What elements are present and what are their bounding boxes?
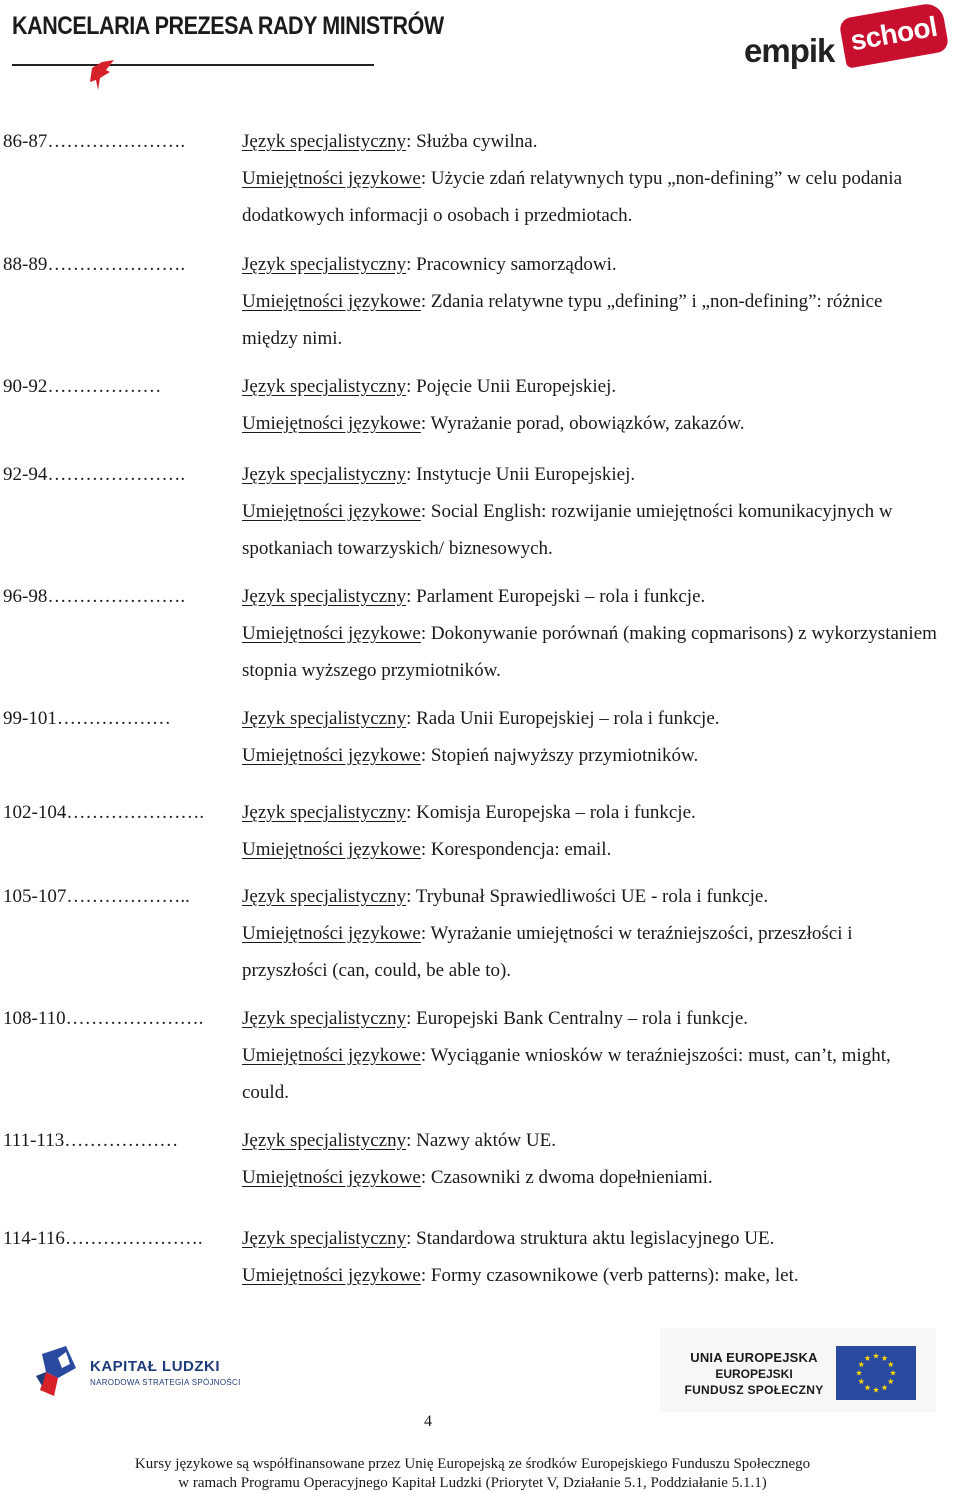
specialist-language-line — [242, 368, 942, 405]
section-label: Umiejętności językowe — [242, 501, 421, 522]
section-label: Język specjalistyczny — [242, 886, 407, 907]
specialist-language-line — [242, 794, 942, 831]
section-text: : Nazwy aktów UE. — [406, 1130, 556, 1151]
page-range: 108-110…………………. — [3, 1008, 204, 1029]
section-label: Umiejętności językowe — [242, 413, 421, 434]
language-skills-line — [242, 160, 942, 234]
language-skills-line — [242, 831, 942, 868]
specialist-language-line — [242, 123, 942, 160]
empik-school-logo — [744, 4, 954, 74]
page-range: 105-107……………….. — [3, 886, 190, 907]
entry-description — [242, 1000, 942, 1111]
language-skills-line — [242, 1159, 942, 1196]
kapital-ludzki-subtitle: NARODOWA STRATEGIA SPÓJNOŚCI — [90, 1378, 241, 1387]
page-range: 114-116…………………. — [3, 1228, 203, 1249]
section-text: : Europejski Bank Centralny – rola i funkcje. — [406, 1008, 749, 1029]
funding-line-1: Kursy językowe są współfinansowane przez Unię Europejską ze środków Europejskiego Funduszu Społecznego — [134, 1456, 811, 1472]
section-text: : Dokonywanie porównań (making copmarisons) z wykorzystaniem stopnia wyższego przymiotników. — [242, 623, 937, 681]
section-text: : Social English: rozwijanie umiejętności komunikacyjnych w spotkaniach towarzyskich/ biznesowych. — [242, 501, 893, 559]
section-label: Umiejętności językowe — [242, 839, 421, 860]
section-text: : Instytucje Unii Europejskiej. — [406, 464, 636, 485]
funding-line-2: w ramach Programu Operacyjnego Kapitał Ludzki (Priorytet V, Działanie 5.1, Poddziałanie 5.1.1) — [178, 1475, 767, 1491]
entry-description — [242, 123, 942, 234]
section-text: : Korespondencja: email. — [420, 839, 612, 860]
section-label: Język specjalistyczny — [242, 802, 407, 823]
language-skills-line — [242, 915, 942, 989]
section-label: Umiejętności językowe — [242, 745, 421, 766]
specialist-language-line — [242, 246, 942, 283]
section-label: Umiejętności językowe — [242, 168, 421, 189]
section-text: : Czasowniki z dwoma dopełnieniami. — [420, 1167, 713, 1188]
specialist-language-line — [242, 700, 942, 737]
section-label: Język specjalistyczny — [242, 708, 407, 729]
section-label: Język specjalistyczny — [242, 586, 407, 607]
eu-logo-line-2: EUROPEJSKI — [715, 1367, 793, 1381]
eu-logo — [660, 1328, 936, 1412]
entry-description — [242, 246, 942, 357]
kapital-ludzki-emblem-icon — [36, 1346, 80, 1402]
section-text: : Pracownicy samorządowi. — [406, 254, 617, 275]
entry-description — [242, 1220, 942, 1294]
section-text: : Standardowa struktura aktu legislacyjnego UE. — [406, 1228, 775, 1249]
page-range: 90-92……………… — [3, 376, 162, 397]
page-range: 99-101……………… — [3, 708, 171, 729]
section-text: : Wyrażanie umiejętności w teraźniejszości, przeszłości i przyszłości (can, could, be able to). — [242, 923, 853, 981]
kprm-logo — [8, 6, 444, 90]
empik-logo-badge: school — [838, 1, 949, 68]
eu-logo-line-1: UNIA EUROPEJSKA — [690, 1350, 818, 1365]
kprm-logo-text: KANCELARIA PREZESA RADY MINISTRÓW — [12, 12, 444, 40]
entry-description — [242, 368, 942, 442]
entry-description — [242, 700, 942, 774]
language-skills-line — [242, 1037, 942, 1111]
section-text: : Formy czasownikowe (verb patterns): make, let. — [420, 1265, 799, 1286]
specialist-language-line — [242, 456, 942, 493]
section-label: Język specjalistyczny — [242, 1130, 407, 1151]
language-skills-line — [242, 1257, 942, 1294]
section-label: Umiejętności językowe — [242, 1167, 421, 1188]
language-skills-line — [242, 493, 942, 567]
entry-description — [242, 1122, 942, 1196]
section-text: : Wyciąganie wniosków w teraźniejszości: must, can’t, might, could. — [242, 1045, 891, 1103]
page-range: 92-94…………………. — [3, 464, 186, 485]
entry-description — [242, 794, 942, 868]
section-text: : Trybunał Sprawiedliwości UE - rola i funkcje. — [406, 886, 769, 907]
section-label: Umiejętności językowe — [242, 291, 421, 312]
kapital-ludzki-title: KAPITAŁ LUDZKI — [90, 1358, 221, 1375]
specialist-language-line — [242, 578, 942, 615]
section-text: : Wyrażanie porad, obowiązków, zakazów. — [420, 413, 745, 434]
section-label: Umiejętności językowe — [242, 623, 421, 644]
eu-flag-icon — [836, 1346, 916, 1400]
section-label: Język specjalistyczny — [242, 254, 407, 275]
language-skills-line — [242, 615, 942, 689]
eu-logo-line-3: FUNDUSZ SPOŁECZNY — [684, 1383, 824, 1397]
section-label: Język specjalistyczny — [242, 1008, 407, 1029]
specialist-language-line — [242, 1122, 942, 1159]
page-range: 111-113……………… — [3, 1130, 179, 1151]
entry-description — [242, 456, 942, 567]
section-text: : Parlament Europejski – rola i funkcje. — [406, 586, 706, 607]
section-label: Język specjalistyczny — [242, 131, 407, 152]
section-text: : Służba cywilna. — [406, 131, 538, 152]
specialist-language-line — [242, 878, 942, 915]
language-skills-line — [242, 405, 942, 442]
language-skills-line — [242, 737, 942, 774]
entry-description — [242, 578, 942, 689]
page-range: 96-98…………………. — [3, 586, 186, 607]
empik-logo-word: empik — [744, 32, 835, 69]
section-label: Umiejętności językowe — [242, 923, 421, 944]
section-label: Język specjalistyczny — [242, 376, 407, 397]
eagle-icon — [88, 58, 118, 92]
kprm-logo-rule — [12, 64, 374, 66]
kapital-ludzki-logo — [36, 1346, 256, 1406]
section-text: : Pojęcie Unii Europejskiej. — [406, 376, 617, 397]
section-label: Umiejętności językowe — [242, 1265, 421, 1286]
page-range: 102-104…………………. — [3, 802, 205, 823]
section-text: : Stopień najwyższy przymiotników. — [420, 745, 699, 766]
specialist-language-line — [242, 1220, 942, 1257]
section-label: Język specjalistyczny — [242, 1228, 407, 1249]
funding-notice — [0, 1455, 945, 1493]
section-text: : Rada Unii Europejskiej – rola i funkcje. — [406, 708, 720, 729]
page-range: 86-87…………………. — [3, 131, 186, 152]
page-number: 4 — [424, 1413, 432, 1430]
page-range: 88-89…………………. — [3, 254, 186, 275]
section-text: : Komisja Europejska – rola i funkcje. — [406, 802, 696, 823]
section-text: : Użycie zdań relatywnych typu „non-defining” w celu podania dodatkowych informacji o osobach i przedmiotach. — [242, 168, 903, 226]
entry-description — [242, 878, 942, 989]
section-label: Język specjalistyczny — [242, 464, 407, 485]
section-text: : Zdania relatywne typu „defining” i „non-defining”: różnice między nimi. — [242, 291, 883, 349]
section-label: Umiejętności językowe — [242, 1045, 421, 1066]
language-skills-line — [242, 283, 942, 357]
specialist-language-line — [242, 1000, 942, 1037]
